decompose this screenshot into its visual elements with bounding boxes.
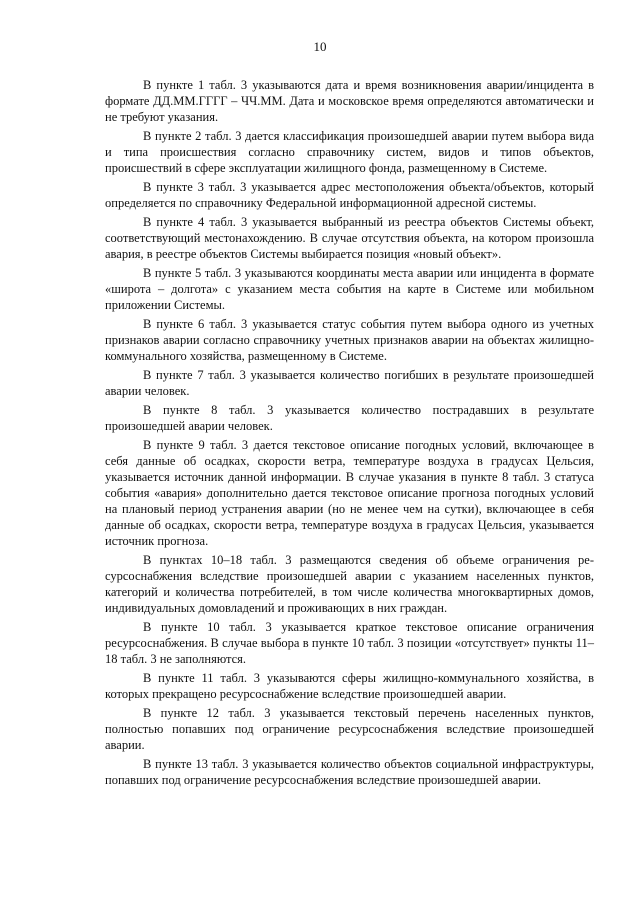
paragraph-item-13: В пункте 12 табл. 3 указывается текстовый перечень населенных пунктов, полностью попавших под ограничение ресурсоснабжения вследствие произошедшей аварии. <box>105 706 594 752</box>
paragraph-item-8: В пункте 8 табл. 3 указывается количество пострадавших в результате произошедшей аварии человек. <box>105 403 594 433</box>
paragraph-item-12: В пункте 11 табл. 3 указываются сферы жилищно-коммунального хозяйства, в которых прекращено ресурсоснабжение вследствие произошедшей аварии. <box>105 671 594 701</box>
paragraph-item-3: В пункте 3 табл. 3 указывается адрес местоположения объекта/объектов, который определяется по справочнику Федеральной информационной адресной системы. <box>105 180 594 210</box>
paragraph-item-9: В пункте 9 табл. 3 дается текстовое описание погодных условий, включающее в себя данные об осадках, скорости ветра, температуре воздуха в градусах Цельсия, указывается источник данной информации. В случае указания в пункте 8 табл. 3 статуса события «авария» дополнительно дается текстовое описание прогноза погодных условий на плановый период устранения аварии (но не менее чем на сутки), включающее в себя данные об осадках, скорости ветра, температуре воздуха в градусах Цельсия, указывается источник прогноза. <box>105 438 594 548</box>
paragraph-item-1: В пункте 1 табл. 3 указываются дата и время возникновения аварии/инцидента в формате ДД.ММ.ГГГГ – ЧЧ.ММ. Дата и московское время определяются автоматически и не требуют указания. <box>105 78 594 124</box>
paragraph-item-11: В пункте 10 табл. 3 указывается краткое текстовое описание ограничения ресурсоснабжения. В случае выбора в пункте 10 табл. 3 позиции «отсутствует» пункты 11–18 табл. 3 не заполняются. <box>105 620 594 666</box>
paragraph-item-7: В пункте 7 табл. 3 указывается количество погибших в результате произошедшей аварии человек. <box>105 368 594 398</box>
paragraph-item-6: В пункте 6 табл. 3 указывается статус события путем выбора одного из учетных признаков аварии согласно справочнику учетных признаков аварии на объектах жилищно-коммунального хозяйства, размещенному в Системе. <box>105 317 594 363</box>
paragraph-item-5: В пункте 5 табл. 3 указываются координаты места аварии или инцидента в формате «широта – долгота» с указанием места события на карте в Системе или мобильном приложении Системы. <box>105 266 594 312</box>
paragraph-item-4: В пункте 4 табл. 3 указывается выбранный из реестра объектов Системы объект, соответствующий местонахождению. В случае отсутствия объекта, на котором произошла авария, в реестре объектов Системы выбирается позиция «новый объект». <box>105 215 594 261</box>
document-body <box>105 77 594 791</box>
paragraph-item-10: В пунктах 10–18 табл. 3 размещаются сведения об объеме ограничения ресурсоснабжения вследствие произошедшей аварии с указанием населенных пунктов, категорий и количества потребителей, в том числе количества многоквартирных домов, индивидуальных домовладений и проживающих в них граждан. <box>105 553 594 615</box>
paragraph-item-14: В пункте 13 табл. 3 указывается количество объектов социальной инфраструктуры, попавших под ограничение ресурсоснабжения вследствие произошедшей аварии. <box>105 757 594 787</box>
page-number: 10 <box>313 39 327 54</box>
paragraph-item-2: В пункте 2 табл. 3 дается классификация произошедшей аварии путем выбора вида и типа происшествия согласно справочнику систем, видов и типов объектов, происшествий в сфере эксплуатации жилищного фонда, размещенному в Системе. <box>105 129 594 175</box>
